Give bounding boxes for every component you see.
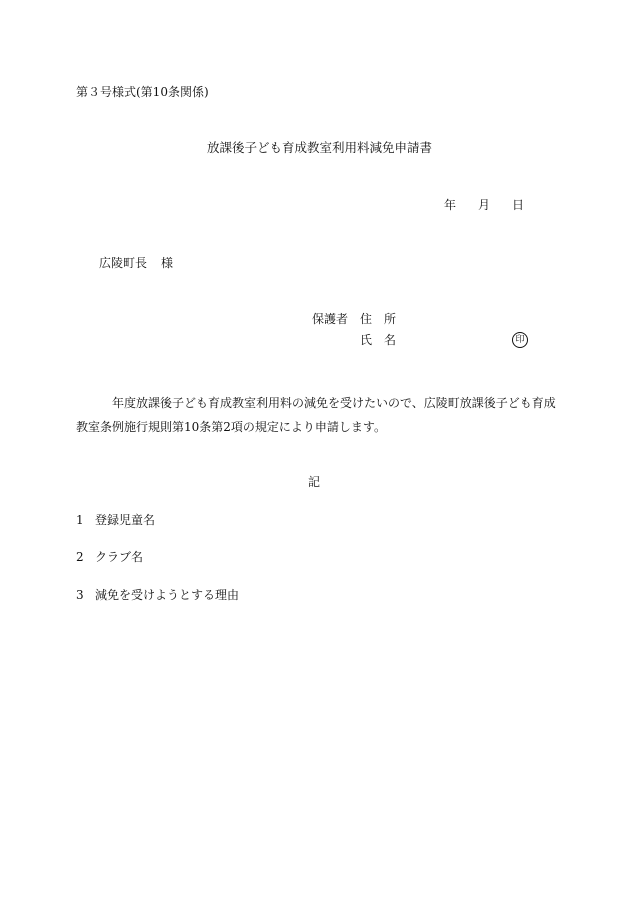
form-number: 第３号様式(第10条関係) — [76, 85, 209, 99]
date-year-label: 年 — [444, 198, 457, 212]
item-number: 3 — [76, 588, 84, 602]
body-text: 年度放課後子ども育成教室利用料の減免を受けたいので、広陵町放課後子ども育成教室条例施行規則第10条第2項の規定により申請します。 — [76, 396, 556, 434]
document-title: 放課後子ども育成教室利用料減免申請書 — [207, 140, 433, 155]
list-item — [76, 514, 155, 526]
date-month-label: 月 — [478, 198, 491, 212]
date-day-label: 日 — [512, 198, 525, 212]
addressee — [99, 257, 173, 269]
item-number: 2 — [76, 550, 84, 564]
note-label: 記 — [308, 475, 321, 489]
seal-mark: 印 — [512, 332, 528, 348]
date-line — [444, 199, 524, 211]
name-label: 氏名 — [360, 333, 409, 347]
address-label: 住所 — [360, 312, 409, 326]
item-label: クラブ名 — [95, 550, 144, 564]
list-item — [76, 551, 143, 563]
item-label: 減免を受けようとする理由 — [95, 588, 240, 602]
item-label: 登録児童名 — [95, 513, 156, 527]
addressee-name: 広陵町長 — [99, 256, 148, 270]
addressee-honorific: 様 — [161, 256, 174, 270]
guardian-label: 保護者 — [312, 312, 349, 326]
list-item — [76, 589, 239, 601]
item-number: 1 — [76, 513, 84, 527]
